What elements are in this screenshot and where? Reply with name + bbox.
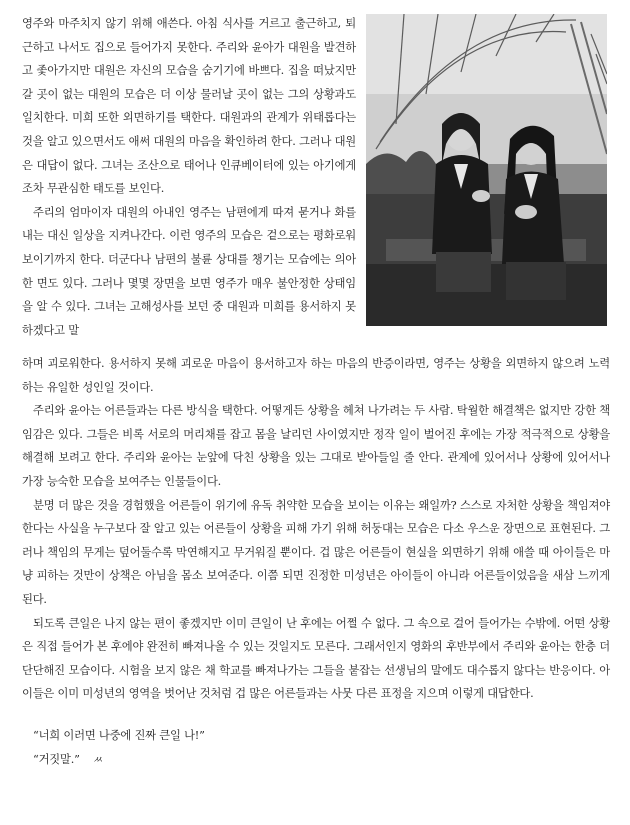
film-still-image [366,14,607,326]
quote-line-2-text: “거짓말.” [33,753,80,766]
article-column-top [22,12,356,342]
paragraph-2-start: 주리의 엄마이자 대원의 아내인 영주는 남편에게 따져 묻거나 화를 내는 대신 일상을 지켜나간다. 이런 영주의 모습은 겉으로는 평화로워 보이기까지 한다. 더군다나 남편의 불륜 상대를 챙기는 모습에는 의아한 면도 있다. 그러나 몇몇 장면을 보면 영주가 매우 불안정한 상태임을 알 수 있다. 그녀는 고해성사를 보던 중 대원과 미희를 용서하지 못하겠다고 말 [22,205,356,337]
closing-quotes [22,724,610,773]
paragraph-3: 주리와 윤아는 어른들과는 다른 방식을 택한다. 어떻게든 상황을 헤쳐 나가려는 두 사람. 탁월한 해결책은 없지만 강한 책임감은 있다. 그들은 비록 서로의 머리채를 잡고 몸을 날리던 사이였지만 정작 일이 벌어진 후에는 가장 적극적으로 상황을 해결해 보려고 한다. 주리와 윤아는 눈앞에 닥친 상황을 있는 그대로 받아들일 줄 안다. 관계에 있어서나 상황에 있어서나 가장 능숙한 모습을 보여주는 인물들이다. [22,404,610,488]
quote-line-1: “너희 이러면 나중에 진짜 큰일 나!” [33,729,205,742]
film-still-photo [366,14,607,326]
article-column-bottom [22,352,610,706]
paragraph-5: 되도록 큰일은 나지 않는 편이 좋겠지만 이미 큰일이 난 후에는 어쩔 수 없다. 그 속으로 걸어 들어가는 수밖에. 어떤 상황은 직접 들어가 본 후에야 완전히 빠져나올 수 있는 것일지도 모른다. 그래서인지 영화의 후반부에서 주리와 윤아는 한층 더 단단해진 모습이다. 시험을 보지 않은 채 학교를 빠져나가는 그들을 붙잡는 선생님의 말에도 대수롭지 않다는 반응이다. 아이들은 이미 미성년의 영역을 벗어난 것처럼 겁 많은 어른들과는 사뭇 다른 표정을 지으며 이렇게 대답한다. [22,616,610,701]
paragraph-1: 영주와 마주치지 않기 위해 애쓴다. 아침 식사를 거르고 출근하고, 퇴근하고 나서도 집으로 들어가지 못한다. 주리와 윤아가 대원을 발견하고 좇아가지만 대원은 자신의 모습을 숨기기에 바쁘다. 집을 떠났지만 갈 곳이 없는 대원의 모습은 더 이상 물러날 곳이 없는 그의 상황과도 일치한다. 미희 또한 외면하기를 택한다. 대원과의 관계가 위태롭다는 것을 알고 있으면서도 애써 대원의 마음을 확인하려 한다. 그러나 대원은 대답이 없다. 그녀는 조산으로 태어나 인큐베이터에 있는 아기에게조차 무관심한 태도를 보인다. [22,17,356,196]
author-signature: ㅆ [92,755,103,766]
paragraph-4: 분명 더 많은 것을 경험했을 어른들이 위기에 유독 취약한 모습을 보이는 이유는 왜일까? 스스로 자처한 상황을 책임져야 한다는 사실을 누구보다 잘 알고 있는 어른들이 상황을 피해 가기 위해 허둥대는 모습은 다소 우스운 장면으로 표현된다. 그러나 책임의 무게는 덮어둘수록 막연해지고 무거워질 뿐이다. 겁 많은 어른들이 현실을 외면하기 위해 애쓸 때 아이들은 마냥 피하는 것만이 상책은 아님을 몸소 보여준다. 이쯤 되면 진정한 미성년은 아이들이 아니라 어른들이었음을 새삼 느끼게 된다. [22,498,610,606]
quote-line-2 [22,748,610,773]
paragraph-2-end: 하며 괴로워한다. 용서하지 못해 괴로운 마음이 용서하고자 하는 마음의 반증이라면, 영주는 상황을 외면하지 않으려 노력하는 유일한 성인일 것이다. [22,357,610,394]
